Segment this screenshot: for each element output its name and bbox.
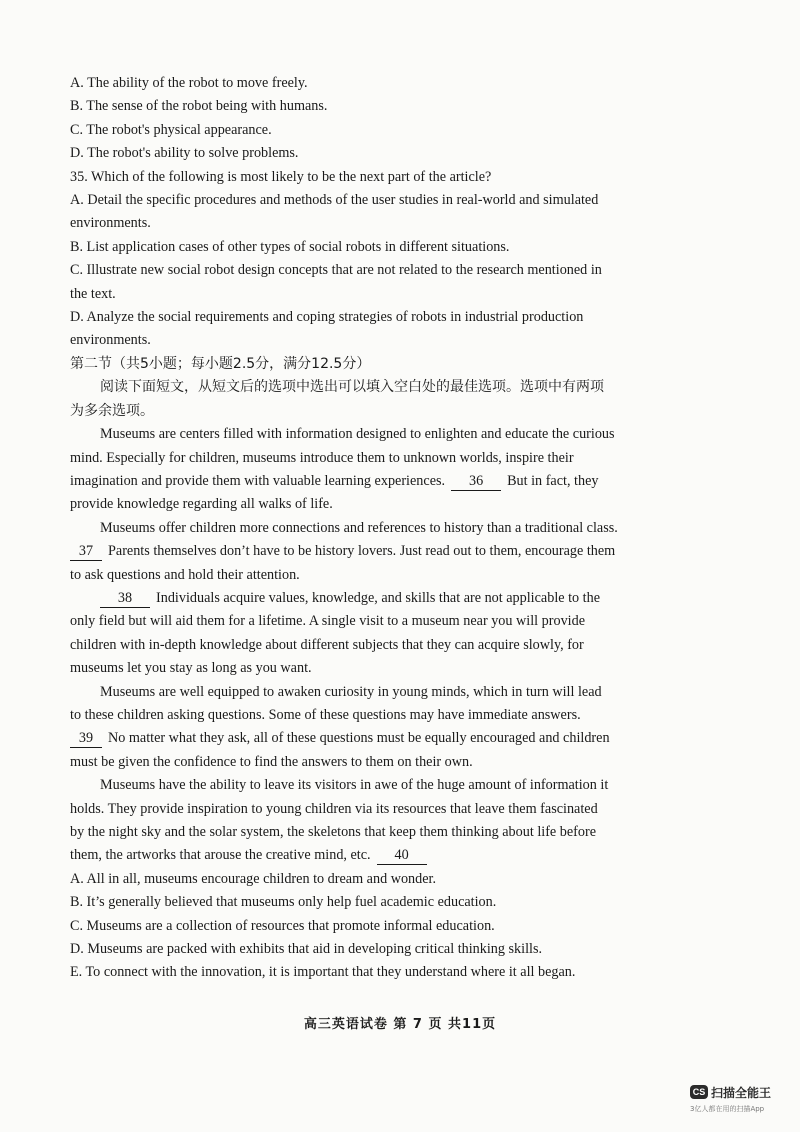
answer-option-a: A. All in all, museums encourage children to dream and wonder. xyxy=(70,870,437,887)
passage-line xyxy=(70,844,668,867)
passage-text: But in fact, they xyxy=(507,472,599,489)
passage-line: provide knowledge regarding all walks of life. xyxy=(70,496,333,513)
blank-39: 39 xyxy=(70,730,102,748)
scanner-watermark xyxy=(690,1083,790,1114)
passage-line: must be given the confidence to find the answers to them on their own. xyxy=(70,753,473,770)
prev-option-d: D. The robot's ability to solve problems. xyxy=(70,145,299,162)
q35-option-a-cont: environments. xyxy=(70,215,151,232)
watermark-tagline: 3亿人都在用的扫描App xyxy=(690,1105,765,1113)
exam-page xyxy=(70,72,668,985)
q35-option-c: C. Illustrate new social robot design concepts that are not related to the research mentioned in xyxy=(70,262,602,279)
answer-option-c: C. Museums are a collection of resources that promote informal education. xyxy=(70,917,495,934)
passage-text: No matter what they ask, all of these questions must be equally encouraged and children xyxy=(108,730,610,747)
blank-38: 38 xyxy=(100,590,150,608)
camscanner-logo-icon: CS xyxy=(690,1085,708,1099)
passage-line: holds. They provide inspiration to young children via its resources that leave them fascinated xyxy=(70,800,598,817)
passage-line xyxy=(70,727,668,750)
passage-line xyxy=(70,540,668,563)
passage-text: Individuals acquire values, knowledge, and skills that are not applicable to the xyxy=(156,589,601,606)
passage-line xyxy=(70,470,668,493)
blank-36: 36 xyxy=(451,473,501,491)
passage-line: Museums are centers filled with information designed to enlighten and educate the curious xyxy=(100,426,615,443)
watermark-app-name: 扫描全能王 xyxy=(711,1085,772,1100)
answer-option-d: D. Museums are packed with exhibits that aid in developing critical thinking skills. xyxy=(70,941,543,958)
q35-option-c-cont: the text. xyxy=(70,285,116,302)
question-35-stem: 35. Which of the following is most likely to be the next part of the article? xyxy=(70,168,492,185)
passage-line: Museums have the ability to leave its visitors in awe of the huge amount of information it xyxy=(100,777,609,794)
q35-option-a: A. Detail the specific procedures and methods of the user studies in real-world and simulated xyxy=(70,192,599,209)
passage-text: Parents themselves don’t have to be history lovers. Just read out to them, encourage them xyxy=(108,543,616,560)
page-footer: 高三英语试卷 第 7 页 共11页 xyxy=(303,1017,497,1032)
section-instruction: 阅读下面短文，从短文后的选项中选出可以填入空白处的最佳选项。选项中有两项 xyxy=(100,379,604,396)
passage-text: them, the artworks that arouse the creative mind, etc. xyxy=(70,847,371,864)
blank-37: 37 xyxy=(70,543,102,561)
passage-line: to these children asking questions. Some of these questions may have immediate answers. xyxy=(70,706,581,723)
blank-40: 40 xyxy=(377,847,427,865)
passage-text: imagination and provide them with valuable learning experiences. xyxy=(70,472,446,489)
prev-option-c: C. The robot's physical appearance. xyxy=(70,121,272,138)
q35-option-d-cont: environments. xyxy=(70,332,151,349)
answer-option-b: B. It’s generally believed that museums only help fuel academic education. xyxy=(70,894,497,911)
passage-line: Museums are well equipped to awaken curiosity in young minds, which in turn will lead xyxy=(100,683,602,700)
passage-line: by the night sky and the solar system, the skeletons that keep them thinking about life before xyxy=(70,824,597,840)
prev-option-b: B. The sense of the robot being with humans. xyxy=(70,98,328,115)
answer-option-e: E. To connect with the innovation, it is important that they understand where it all began. xyxy=(70,964,576,981)
q35-option-d: D. Analyze the social requirements and coping strategies of robots in industrial production xyxy=(70,309,584,326)
passage-line: museums let you stay as long as you want. xyxy=(70,660,312,677)
q35-option-b: B. List application cases of other types of social robots in different situations. xyxy=(70,238,510,255)
section-instruction-cont: 为多余选项。 xyxy=(70,402,154,419)
passage-line: mind. Especially for children, museums introduce them to unknown worlds, inspire their xyxy=(70,449,574,466)
prev-option-a: A. The ability of the robot to move freely. xyxy=(70,75,308,91)
passage-line xyxy=(70,587,668,610)
passage-line: Museums offer children more connections and references to history than a traditional class. xyxy=(100,519,618,536)
passage-line: to ask questions and hold their attention. xyxy=(70,566,300,583)
passage-line: children with in-depth knowledge about different subjects that they can acquire slowly, for xyxy=(70,636,584,653)
section-heading: 第二节（共5小题；每小题2.5分，满分12.5分） xyxy=(70,355,371,372)
passage-line: only field but will aid them for a lifetime. A single visit to a museum near you will provide xyxy=(70,613,585,630)
